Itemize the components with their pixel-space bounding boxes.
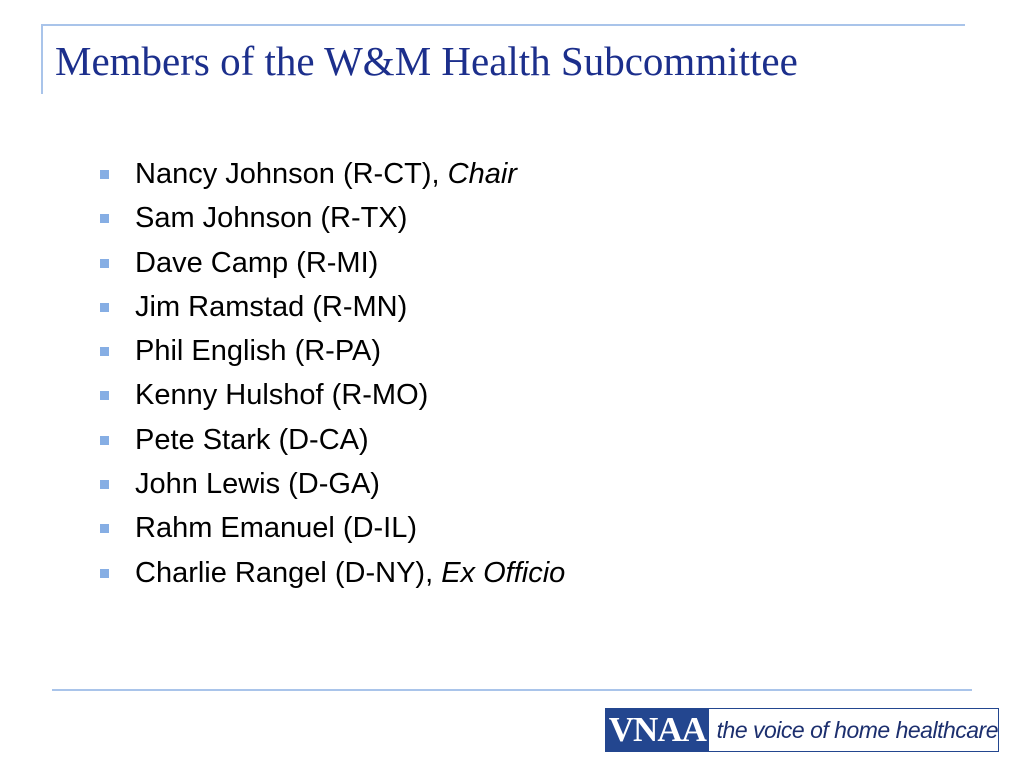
member-name: Phil English (R-PA) [135, 335, 382, 368]
member-item [96, 285, 565, 329]
member-item [96, 418, 565, 462]
square-bullet-icon [100, 303, 109, 312]
square-bullet-icon [100, 214, 109, 223]
member-item [96, 506, 565, 550]
square-bullet-icon [100, 569, 109, 578]
member-name: Pete Stark (D-CA) [135, 423, 369, 456]
member-name: Jim Ramstad (R-MN) [135, 290, 408, 323]
vnaa-logo [605, 708, 999, 752]
square-bullet-icon [100, 524, 109, 533]
member-name: Kenny Hulshof (R-MO) [135, 379, 429, 412]
bottom-rule-divider [52, 689, 972, 691]
top-rule-divider [41, 24, 965, 26]
square-bullet-icon [100, 259, 109, 268]
member-item [96, 196, 565, 240]
member-name: John Lewis (D-GA) [135, 468, 380, 501]
member-name: Rahm Emanuel (D-IL) [135, 512, 418, 545]
member-name: Nancy Johnson (R-CT), [135, 158, 448, 190]
square-bullet-icon [100, 480, 109, 489]
square-bullet-icon [100, 391, 109, 400]
left-rule-divider [41, 24, 43, 94]
member-role: Ex Officio [441, 556, 566, 589]
square-bullet-icon [100, 347, 109, 356]
member-item [96, 551, 565, 595]
member-role: Chair [447, 158, 517, 190]
square-bullet-icon [100, 436, 109, 445]
member-name: Dave Camp (R-MI) [135, 246, 379, 279]
member-item [96, 373, 565, 417]
member-name: Charlie Rangel (D-NY), [135, 556, 442, 589]
square-bullet-icon [100, 170, 109, 179]
vnaa-logo-mark: VNAA [606, 709, 709, 751]
member-item [96, 462, 565, 506]
member-list [96, 152, 565, 595]
member-item [96, 241, 565, 285]
member-item [96, 152, 565, 196]
vnaa-tagline: the voice of home healthcare [716, 716, 998, 743]
member-item [96, 329, 565, 373]
member-name: Sam Johnson (R-TX) [135, 202, 408, 235]
slide-title: Members of the W&M Health Subcommittee [55, 38, 798, 84]
